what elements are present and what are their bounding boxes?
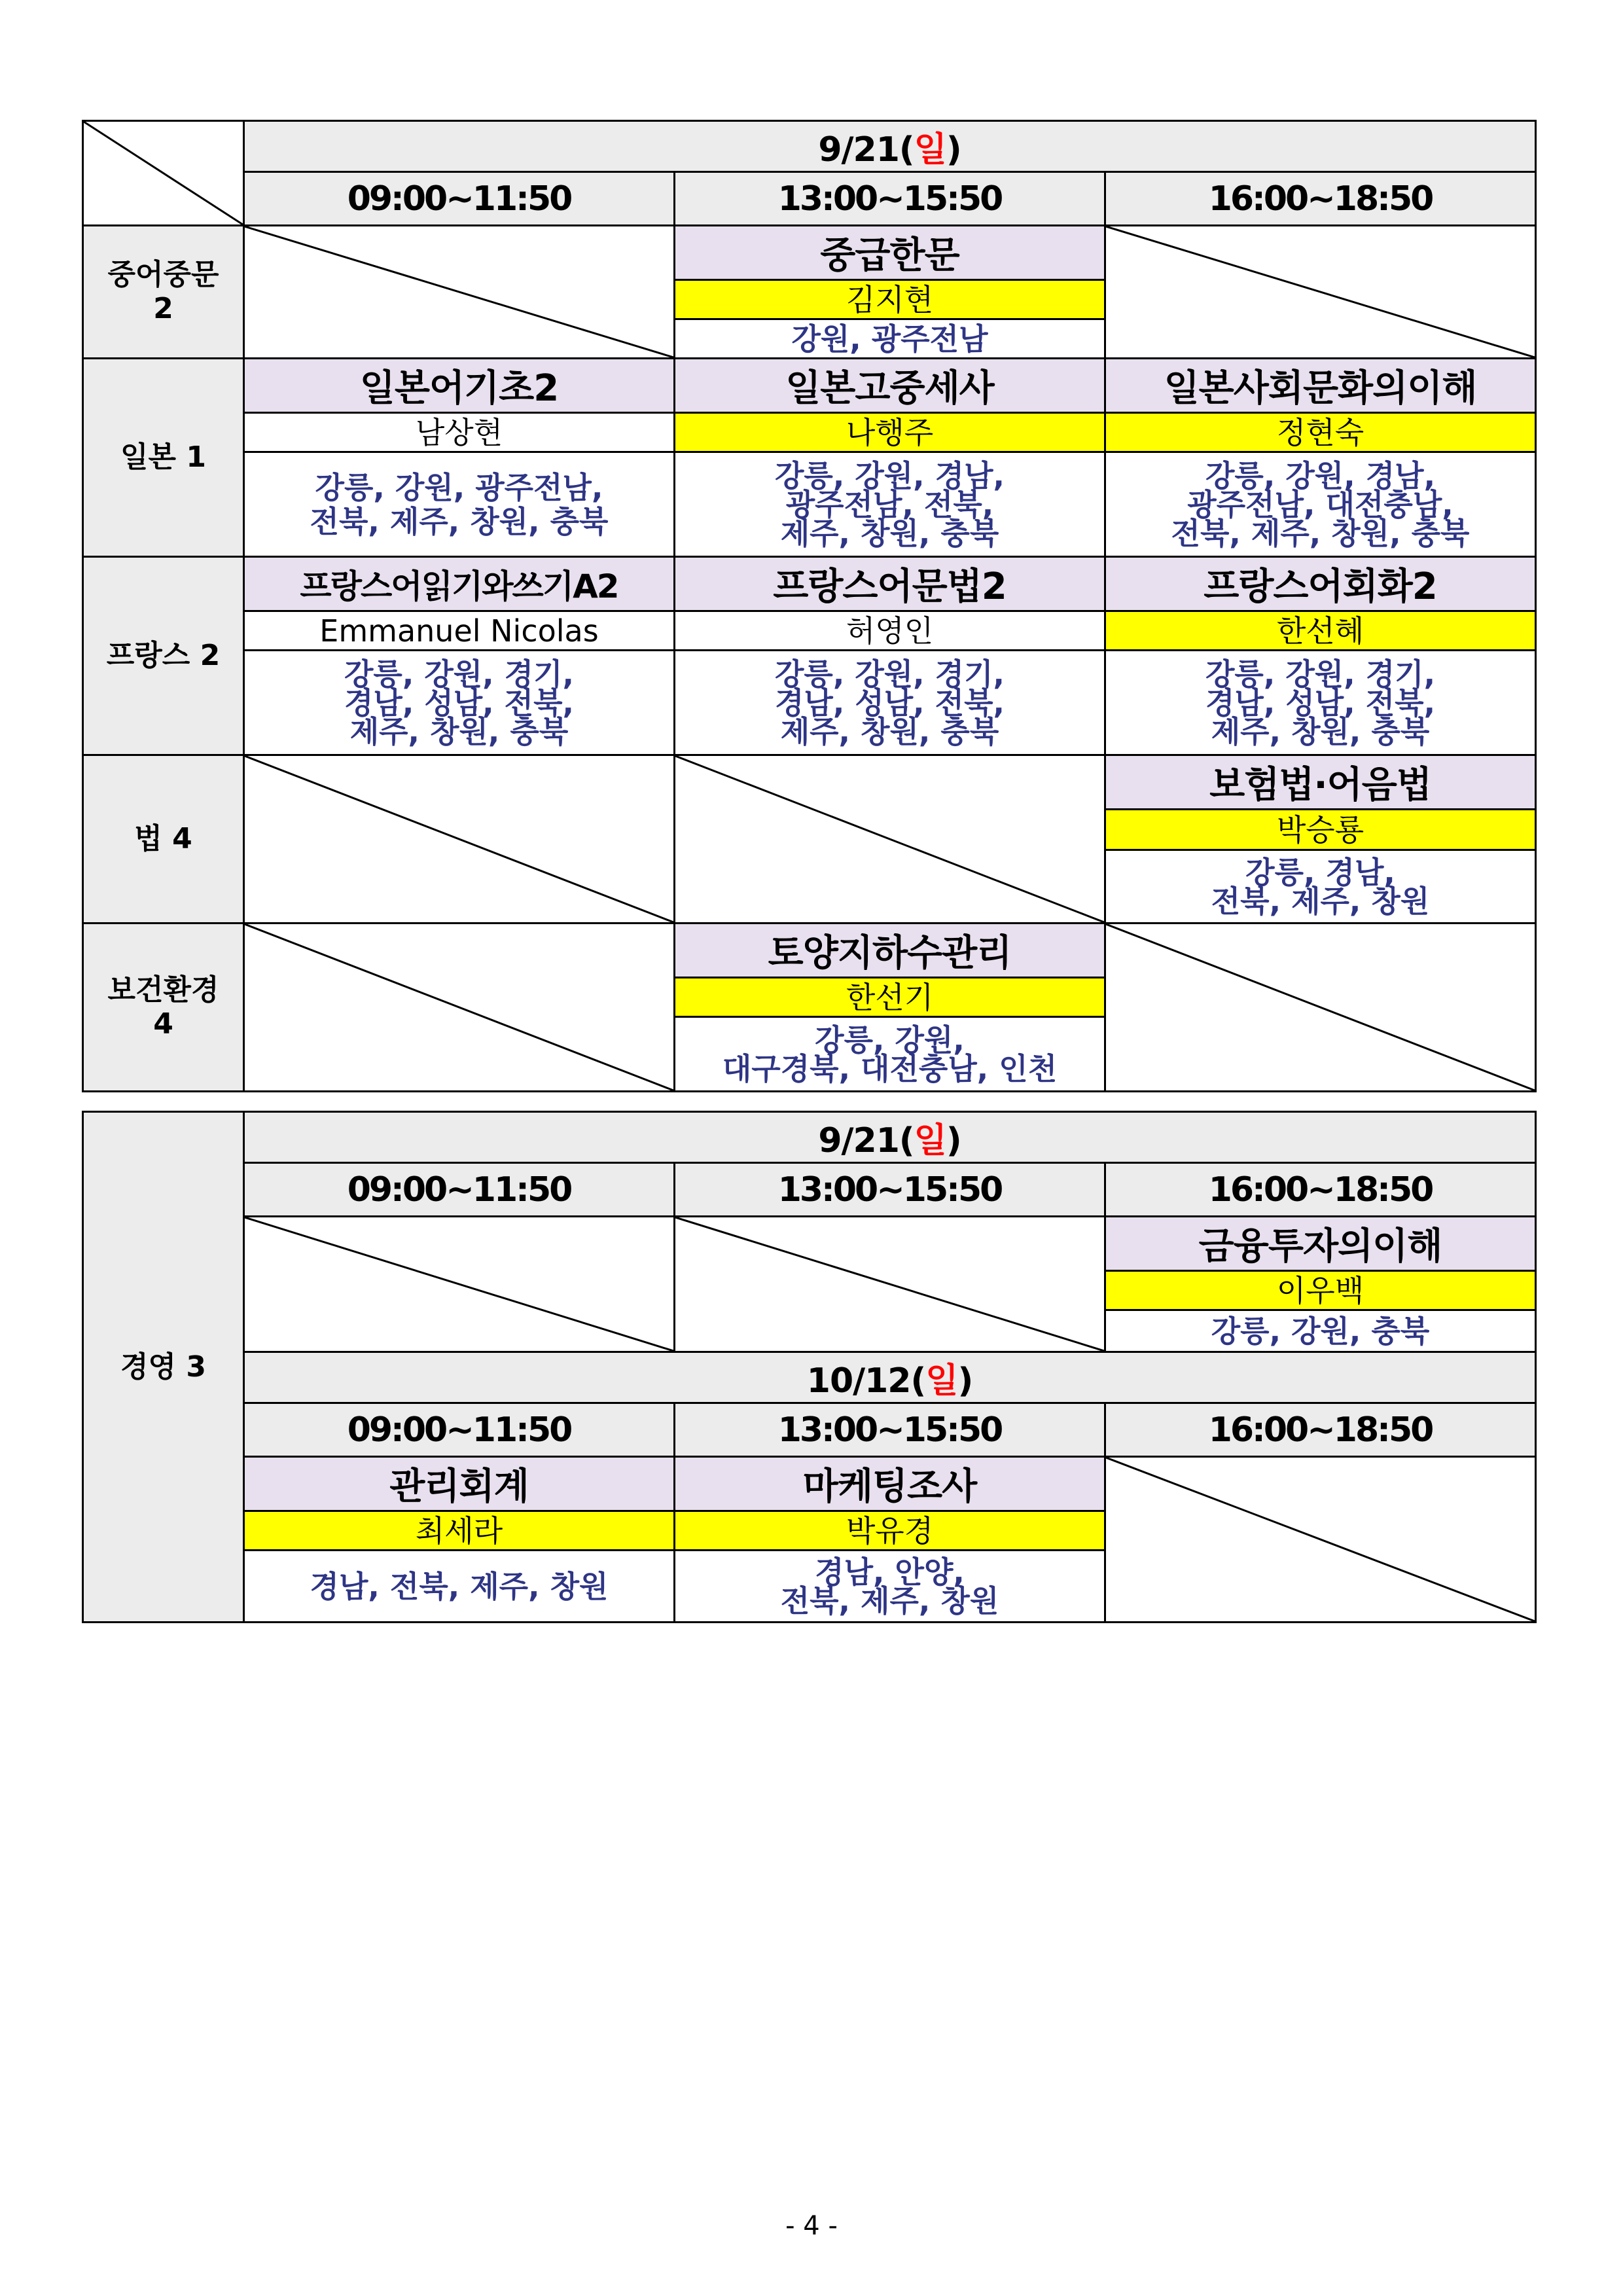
course-title: 일본사회문화의이해 bbox=[1105, 359, 1536, 413]
time-slot-1: 09:00~11:50 bbox=[244, 172, 675, 226]
dept-label: 경영 3 bbox=[83, 1112, 244, 1623]
region-list: 강릉, 강원, 대구경북, 대전충남, 인천 bbox=[675, 1017, 1105, 1092]
date-header: 9/21(일) bbox=[244, 1112, 1536, 1163]
time-slot-3: 16:00~18:50 bbox=[1105, 1403, 1536, 1457]
instructor-name: 정현숙 bbox=[1105, 413, 1536, 452]
schedule-table-2 bbox=[82, 1111, 1537, 1623]
region-list: 강릉, 경남, 전북, 제주, 창원 bbox=[1105, 850, 1536, 924]
course-title: 프랑스어회화2 bbox=[1105, 557, 1536, 611]
region-list: 강릉, 강원, 경기, 경남, 성남, 전북, 제주, 창원, 충북 bbox=[675, 651, 1105, 755]
course-title: 중급한문 bbox=[675, 226, 1105, 280]
course-title: 금융투자의이해 bbox=[1105, 1217, 1536, 1271]
course-title: 관리회계 bbox=[244, 1457, 675, 1511]
instructor-name: Emmanuel Nicolas bbox=[244, 611, 675, 651]
empty-slot bbox=[244, 1217, 675, 1352]
time-slot-1: 09:00~11:50 bbox=[244, 1163, 675, 1217]
course-title: 일본고중세사 bbox=[675, 359, 1105, 413]
time-slot-3: 16:00~18:50 bbox=[1105, 172, 1536, 226]
time-slot-3: 16:00~18:50 bbox=[1105, 1163, 1536, 1217]
instructor-name: 최세라 bbox=[244, 1511, 675, 1551]
time-slot-2: 13:00~15:50 bbox=[675, 172, 1105, 226]
dept-label: 일본 1 bbox=[83, 359, 244, 557]
region-list: 강릉, 강원, 경기, 경남, 성남, 전북, 제주, 창원, 충북 bbox=[244, 651, 675, 755]
empty-slot bbox=[244, 755, 675, 924]
course-title: 프랑스어문법2 bbox=[675, 557, 1105, 611]
region-list: 강릉, 강원, 경기, 경남, 성남, 전북, 제주, 창원, 충북 bbox=[1105, 651, 1536, 755]
empty-slot bbox=[244, 226, 675, 359]
empty-slot bbox=[675, 755, 1105, 924]
page-number: - 4 - bbox=[785, 2211, 838, 2241]
time-slot-2: 13:00~15:50 bbox=[675, 1403, 1105, 1457]
region-list: 경남, 전북, 제주, 창원 bbox=[244, 1551, 675, 1623]
course-title: 마케팅조사 bbox=[675, 1457, 1105, 1511]
region-list: 강원, 광주전남 bbox=[675, 319, 1105, 359]
time-slot-2: 13:00~15:50 bbox=[675, 1163, 1105, 1217]
region-list: 강릉, 강원, 경남, 광주전남, 전북, 제주, 창원, 충북 bbox=[675, 452, 1105, 557]
course-title: 일본어기초2 bbox=[244, 359, 675, 413]
empty-slot bbox=[244, 924, 675, 1092]
schedule-table-1 bbox=[82, 120, 1537, 1092]
course-title: 보험법·어음법 bbox=[1105, 755, 1536, 810]
corner-cell bbox=[83, 121, 244, 226]
course-title: 토양지하수관리 bbox=[675, 924, 1105, 978]
dept-label: 보건환경 4 bbox=[83, 924, 244, 1092]
empty-slot bbox=[1105, 226, 1536, 359]
instructor-name: 나행주 bbox=[675, 413, 1105, 452]
dept-label: 중어중문 2 bbox=[83, 226, 244, 359]
region-list: 강릉, 강원, 광주전남, 전북, 제주, 창원, 충북 bbox=[244, 452, 675, 557]
empty-slot bbox=[1105, 924, 1536, 1092]
dept-label: 프랑스 2 bbox=[83, 557, 244, 755]
instructor-name: 허영인 bbox=[675, 611, 1105, 651]
instructor-name: 박유경 bbox=[675, 1511, 1105, 1551]
instructor-name: 남상현 bbox=[244, 413, 675, 452]
region-list: 경남, 안양, 전북, 제주, 창원 bbox=[675, 1551, 1105, 1623]
instructor-name: 김지현 bbox=[675, 280, 1105, 319]
empty-slot bbox=[675, 1217, 1105, 1352]
date-header: 10/12(일) bbox=[244, 1352, 1536, 1403]
instructor-name: 한선혜 bbox=[1105, 611, 1536, 651]
instructor-name: 한선기 bbox=[675, 978, 1105, 1017]
instructor-name: 이우백 bbox=[1105, 1271, 1536, 1310]
region-list: 강릉, 강원, 경남, 광주전남, 대전충남, 전북, 제주, 창원, 충북 bbox=[1105, 452, 1536, 557]
region-list: 강릉, 강원, 충북 bbox=[1105, 1310, 1536, 1352]
date-header: 9/21(일) bbox=[244, 121, 1536, 172]
time-slot-1: 09:00~11:50 bbox=[244, 1403, 675, 1457]
dept-label: 법 4 bbox=[83, 755, 244, 924]
empty-slot bbox=[1105, 1457, 1536, 1623]
course-title: 프랑스어읽기와쓰기A2 bbox=[244, 557, 675, 611]
instructor-name: 박승룡 bbox=[1105, 810, 1536, 850]
